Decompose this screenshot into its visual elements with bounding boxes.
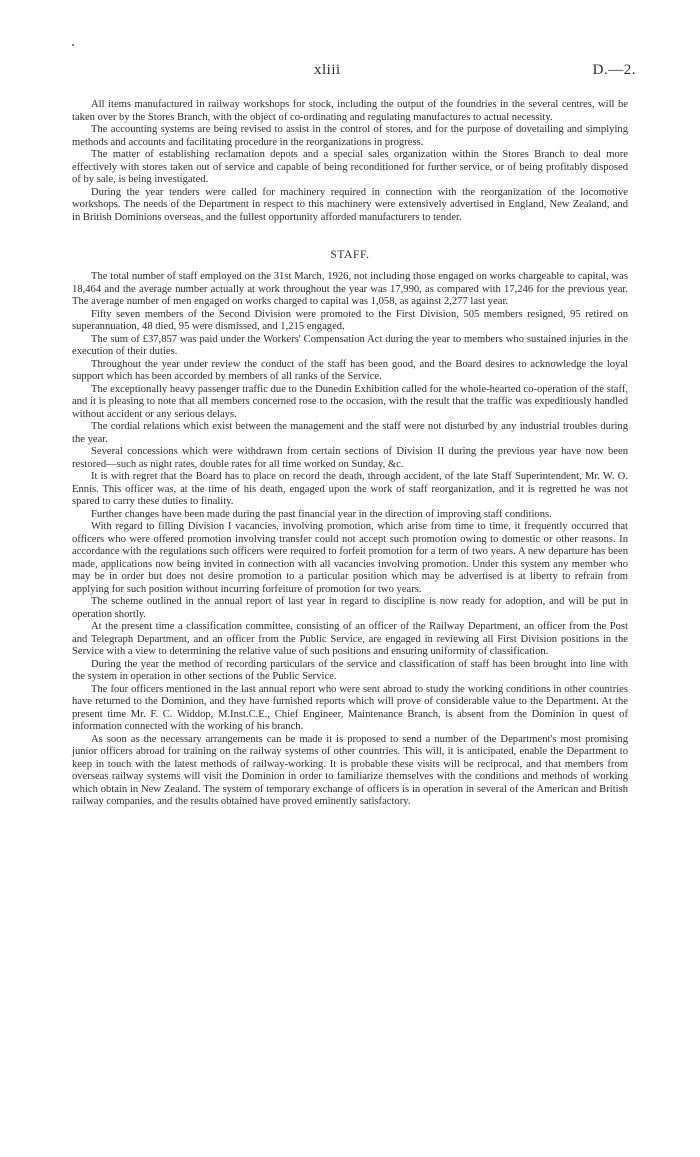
scan-speck xyxy=(72,44,74,46)
paragraph: At the present time a classification committee, consisting of an officer of the Railway Department, an officer from the Post and Telegraph Department, and an officer from the Public Service, are engaged in reviewing all First Division positions in the Service with a view to determining the relative value of such positions and ensuring uniformity of classification. xyxy=(72,621,628,657)
paragraph: The four officers mentioned in the last annual report who were sent abroad to study the working conditions in other countries have returned to the Dominion, and they have furnished reports which will prove of considerable value to the Department. At the present time Mr. F. C. Widdop, M.Inst.C.E., Chief Engineer, Maintenance Branch, is absent from the Dominion in quest of information connected with the working of his branch. xyxy=(72,683,628,732)
paragraph: Further changes have been made during the past financial year in the direction of improving staff conditions. xyxy=(91,508,552,520)
paragraph: The cordial relations which exist between the management and the staff were not disturbed by any industrial troubles during the year. xyxy=(72,421,628,445)
paragraph: The scheme outlined in the annual report of last year in regard to discipline is now ready for adoption, and will be put in operation shortly. xyxy=(72,596,628,620)
paragraph: It is with regret that the Board has to place on record the death, through accident, of the late Staff Superintendent, Mr. W. O. Ennis. This officer was, at the time of his death, engaged upon the work of staff reorganization, and it is regretted he was not spared to carry these duties to finality. xyxy=(72,471,628,507)
paragraph: During the year tenders were called for machinery required in connection with the reorganization of the locomotive workshops. The needs of the Department in respect to this machinery were extensively advertised in England, New Zealand, and in British Dominions overseas, and the fullest opportunity afforded manufacturers to tender. xyxy=(72,186,628,223)
section-heading-staff: STAFF. xyxy=(330,249,370,261)
paragraph: The sum of £37,857 was paid under the Workers' Compensation Act during the year to members who sustained injuries in the execution of their duties. xyxy=(72,333,628,357)
paragraph: As soon as the necessary arrangements can be made it is proposed to send a number of the Department's most promising junior officers abroad for training on the railway systems of other countries. This will, it is anticipated, enable the Department to keep in touch with the latest methods of railway-working. It is probable these visits will be reciprocal, and that members from overseas railway systems will visit the Dominion in order to familiarize themselves with the conditions and methods of working which obtain in New Zealand. The system of temporary exchange of officers is in operation in several of the American and British railway companies, and the results obtained have proved eminently satisfactory. xyxy=(72,733,628,807)
document-reference: D.—2. xyxy=(592,62,636,78)
paragraph: Fifty seven members of the Second Division were promoted to the First Division, 505 members resigned, 95 retired on superannuation, 48 died, 95 were dismissed, and 1,215 engaged. xyxy=(72,308,628,332)
paragraph: Throughout the year under review the conduct of the staff has been good, and the Board desires to acknowledge the loyal support which has been accorded by members of all ranks of the Service. xyxy=(72,358,628,382)
paragraph: The accounting systems are being revised to assist in the control of stores, and for the purpose of dovetailing and simplying methods and accounts and facilitating procedure in the reorganizations in progress. xyxy=(72,124,628,148)
paragraph: With regard to filling Division I vacancies, involving promotion, which arise from time to time, it frequently occurred that officers who were offered promotion involving transfer could not accept such promotion owing to domestic or other reasons. In accordance with the regulations such officers were required to forfeit promotion for a term of two years. A new departure has been made, applications now being invited in connection with all vacancies involving promotion. Under this system any member who may be in order but does not desire promotion to a particular position which may be advertised is at liberty to refrain from applying for such position without incurring forfeiture of promotion for two years. xyxy=(72,521,628,595)
paragraph: The total number of staff employed on the 31st March, 1926, not including those engaged on works chargeable to capital, was 18,464 and the average number actually at work throughout the year was 17,990, as compared with 17,246 for the previous year. The average number of men engaged on works charged to capital was 1,058, as against 2,277 last year. xyxy=(72,271,628,307)
paragraph: The exceptionally heavy passenger traffic due to the Dunedin Exhibition called for the whole-hearted co-operation of the staff, and it is pleasing to note that all members concerned rose to the occasion, with the result that the traffic was expeditiously handled without accident or any serious delays. xyxy=(72,383,628,420)
body-text xyxy=(72,99,628,809)
paragraph: During the year the method of recording particulars of the service and classification of staff has been brought into line with the system in operation in other sections of the Public Service. xyxy=(72,658,628,682)
page-number: xliii xyxy=(314,62,341,78)
paragraph: Several concessions which were withdrawn from certain sections of Division II during the previous year have now been restored—such as night rates, double rates for all time worked on Sunday, &c. xyxy=(72,446,628,470)
paragraph: The matter of establishing reclamation depots and a special sales organization within the Stores Branch to deal more effectively with stores taken out of service and capable of being reconditioned for further service, or of being profitably disposed of by sale, is being investigated. xyxy=(72,149,628,185)
paragraph: All items manufactured in railway workshops for stock, including the output of the foundries in the several centres, will be taken over by the Stores Branch, with the object of co-ordinating and regulating manufactures to actual necessity. xyxy=(72,99,628,123)
